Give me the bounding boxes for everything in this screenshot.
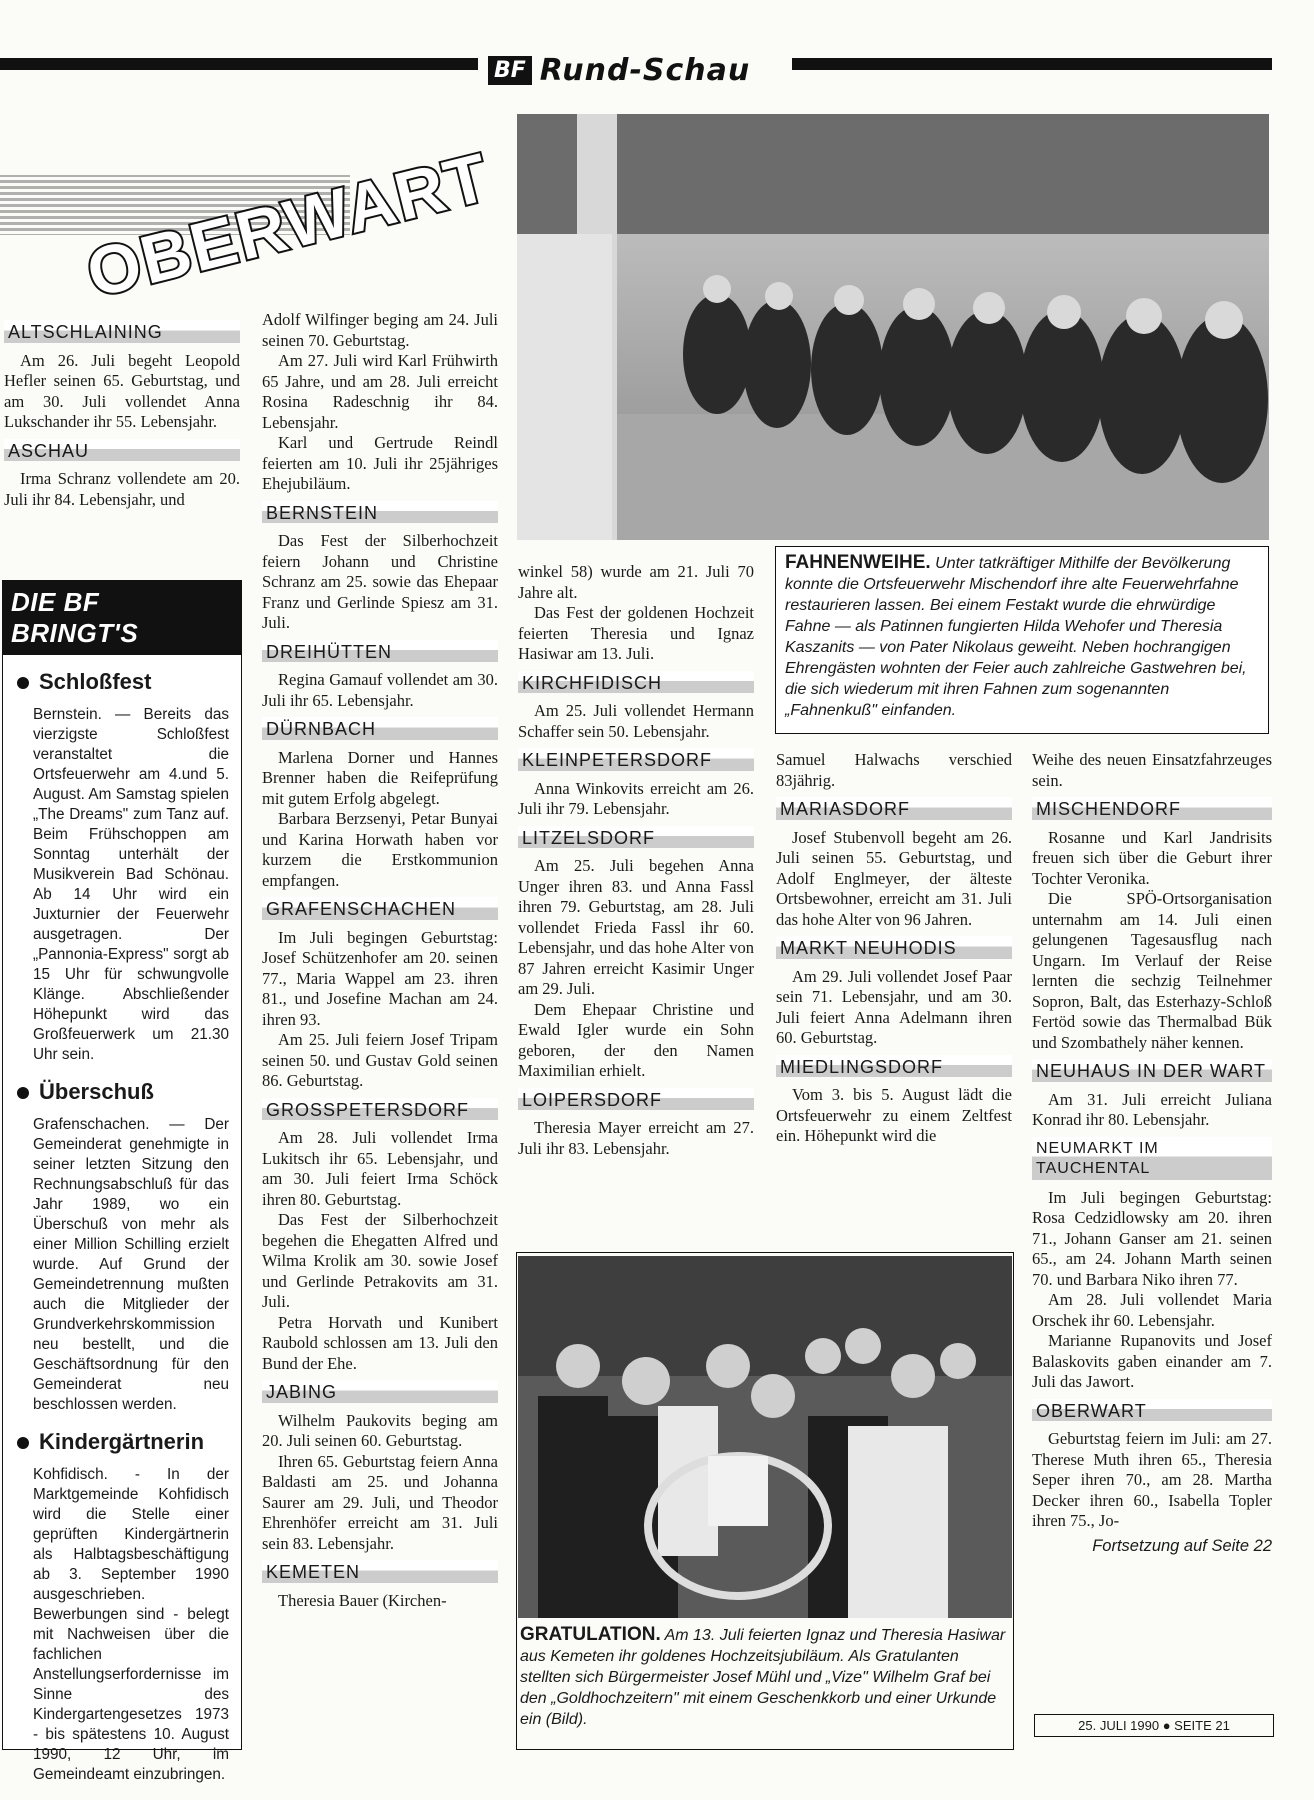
para: Die SPÖ-Ortsorganisation unternahm am 14. Juli einen gelungenen Tagesausflug nach Ungarn. Im Verlauf der Reise lernten die sechzig Teilnehmer Sopron, Balt, das Esterhazy-Schloß Fertöd sowie das Thermalbad Bük und Szombathely näher kennen.: [1032, 889, 1272, 1052]
bringts-item-text: Grafenschachen. — Der Gemeinderat genehmigte in seiner letzten Sitzung den Rechnungsabschluß für das Jahr 1989, wo ein Überschuß von mehr als einer Million Schilling erzielt wurde. Auf Grund der Gemeindetrennung mußten auch die Mitglieder der Grundverkehrskommission neu bestellt, und die Geschäftsordnung für den Gemeinderat neu beschlossen werden.: [33, 1116, 229, 1413]
brand-logo: [488, 50, 750, 90]
para: Adolf Wilfinger beging am 24. Juli seinen 70. Geburtstag.: [262, 310, 498, 350]
para: Theresia Mayer erreicht am 27. Juli ihr 83. Lebensjahr.: [518, 1118, 754, 1158]
bringts-box: [2, 580, 242, 1783]
para: Anna Winkovits erreicht am 26. Juli ihr 79. Lebensjahr.: [518, 778, 754, 818]
para: Wilhelm Paukovits beging am 20. Juli seinen 60. Geburtstag.: [262, 1410, 498, 1450]
section-head-jabing: JABING: [262, 1380, 498, 1403]
section-head-miedlingsdorf: MIEDLINGSDORF: [776, 1055, 1012, 1078]
para: Am 28. Juli vollendet Maria Orschek ihr 60. Lebensjahr.: [1032, 1290, 1272, 1330]
caption-title: FAHNENWEIHE.: [785, 552, 931, 573]
header-rule-left: [0, 58, 478, 70]
section-head-dreihuetten: DREIHÜTTEN: [262, 640, 498, 663]
para: Josef Stubenvoll begeht am 26. Juli seinen 55. Geburtstag, und Adolf Englmeyer, der älteste Ortsbewohner, erreicht am 31. Juli das hohe Alter von 96 Jahren.: [776, 827, 1012, 929]
header-rule-right: [792, 58, 1272, 70]
section-head-duernbach: DÜRNBACH: [262, 717, 498, 740]
caption-title: GRATULATION.: [520, 1624, 661, 1645]
para: Regina Gamauf vollendet am 30. Juli ihr 65. Lebensjahr.: [262, 670, 498, 710]
section-head-neumarkt: NEUMARKT IM TAUCHENTAL: [1032, 1137, 1272, 1180]
section-head-mariasdorf: MARIASDORF: [776, 797, 1012, 820]
bringts-item-text: Kohfidisch. - In der Marktgemeinde Kohfidisch wird die Stelle einer geprüften Kindergärtnerin als Halbtagsbeschäftigung ab 3. September 1990 ausgeschrieben. Bewerbungen sind - belegt mit Nachweisen über die fachlichen Anstellungserfordernisse im Sinne des Kindergartengesetzes 1973 - bis spätestens 10. August 1990, 12 Uhr, im Gemeindeamt einzubringen.: [33, 1466, 229, 1783]
para: Geburtstag feiern im Juli: am 27. Therese Muth ihren 65., Theresia Seper ihren 70., am 28. Martha Decker ihren 60., Isabella Topler ihren 75., Jo-: [1032, 1429, 1272, 1530]
para: Am 29. Juli vollendet Josef Paar sein 71. Lebensjahr, und am 30. Juli feiert Anna Adelmann ihren 60. Geburtstag.: [776, 966, 1012, 1047]
bullet-icon: [17, 1437, 29, 1449]
bullet-icon: [17, 1087, 29, 1099]
section-head-grafenschachen: GRAFENSCHACHEN: [262, 897, 498, 920]
section-head-bernstein: BERNSTEIN: [262, 501, 498, 524]
section-head-mischendorf: MISCHENDORF: [1032, 797, 1272, 820]
photo-fahnenweihe-caption: [785, 552, 1257, 721]
para: Karl und Gertrude Reindl feierten am 10. Juli ihr 25jähriges Ehejubiläum.: [262, 433, 498, 493]
para: Im Juli begingen Geburtstag: Josef Schützenhofer am 20. seinen 77., Maria Wappel am 23. ihren 81., und Josefine Machan am 24. ihren 93.: [262, 927, 498, 1029]
column-2: [262, 310, 498, 1611]
bringts-item-text: Bernstein. — Bereits das vierzigste Schloßfest veranstaltet die Ortsfeuerwehr am 4.und 5. August. Am Samstag spielen „The Dreams" zum Tanz auf. Beim Frühschoppen am Sonntag unterhält der Musikverein Bad Schönau. Ab 14 Uhr wird ein Juxturnier der Feuerwehr ausgetragen. Der „Pannonia-Express" sorgt ab 15 Uhr für schwungvolle Klänge. Abschließender Höhepunkt wird das Großfeuerwerk um 21.30 Uhr sein.: [33, 706, 229, 1063]
section-title: OBERWART: [79, 138, 498, 313]
section-head-kemeten: KEMETEN: [262, 1560, 498, 1583]
section-head-oberwart: OBERWART: [1032, 1399, 1272, 1422]
caption-text: Am 13. Juli feierten Ignaz und Theresia Hasiwar aus Kemeten ihr goldenes Hochzeitsjubiläum. Als Gratulanten stellten sich Bürgermeister Josef Mühl und „Vize" Wilhelm Graf bei den „Goldhochzeitern" mit einem Geschenkkorb und einer Urkunde ein (Bild).: [520, 1627, 1006, 1728]
para: Petra Horvath und Kunibert Raubold schlossen am 13. Juli den Bund der Ehe.: [262, 1312, 498, 1373]
para: Am 25. Juli feiern Josef Tripam seinen 50. und Gustav Gold seinen 86. Geburtstag.: [262, 1030, 498, 1090]
section-head-grosspetersdorf: GROSSPETERSDORF: [262, 1098, 498, 1121]
bullet-icon: [17, 677, 29, 689]
column-5: [1032, 750, 1272, 1556]
para: Am 28. Juli vollendet Irma Lukitsch ihr 65. Lebensjahr, und am 30. Juli feiert Irma Schöck ihren 80. Geburtstag.: [262, 1128, 498, 1209]
para: Das Fest der Silberhochzeit feiern Johann und Christine Schranz am 25. sowie das Ehepaar Franz und Gerlinde Spiesz am 31. Juli.: [262, 531, 498, 632]
section-head-neuhaus: NEUHAUS IN DER WART: [1032, 1059, 1272, 1082]
photo-fahnenweihe: [517, 114, 1269, 540]
para: Am 25. Juli begehen Anna Unger ihren 83. und Anna Fassl ihren 79. Geburtstag, am 28. Juli vollendet Frieda Fassl ihr 60. Lebensjahr, und das hohe Alter von 87 Jahren erreicht Kasimir Unger am 29. Juli.: [518, 856, 754, 998]
photo-fahnenweihe-graphic: [517, 114, 1269, 540]
section-head-aschau: ASCHAU: [4, 439, 240, 462]
para: Das Fest der Silberhochzeit begehen die Ehegatten Alfred und Wilma Krolik am 30. sowie Josef und Gerlinde Petrakovits am 31. Juli.: [262, 1210, 498, 1311]
section-title-graphic: [70, 120, 498, 313]
para: Vom 3. bis 5. August lädt die Ortsfeuerwehr zu einem Zeltfest ein. Höhepunkt wird die: [776, 1085, 1012, 1145]
para: Dem Ehepaar Christine und Ewald Igler wurde ein Sohn geboren, der den Namen Maximilian erhielt.: [518, 999, 754, 1080]
column-1: [4, 314, 240, 510]
para: Im Juli begingen Geburtstag: Rosa Cedzidlowsky am 20. ihren 71., Johann Ganser am 21. seinen 65., am 24. Johann Marth seinen 70. und Barbara Niko ihren 77.: [1032, 1187, 1272, 1289]
section-head-kleinpetersdorf: KLEINPETERSDORF: [518, 748, 754, 771]
para: Samuel Halwachs verschied 83jährig.: [776, 750, 1012, 790]
para: Rosanne und Karl Jandrisits freuen sich über die Geburt ihrer Tochter Veronika.: [1032, 827, 1272, 888]
caption-text: Unter tatkräftiger Mithilfe der Bevölkerung konnte die Ortsfeuerwehr Mischendorf ihre alte Feuerwehrfahne restaurieren lassen. Bei einem Festakt wurde die ehrwürdige Fahne — als Patinnen fungierten Hilda Wehofer und Theresia Kaszanits — von Pater Nikolaus geweiht. Neben hochrangigen Ehrengästen wohnten der Feier auch zahlreiche Gastwehren bei, die sich wiederum mit ihren Fahnen zum sogenannten „Fahnenkuß" einfanden.: [785, 555, 1247, 719]
brand-name: Rund-Schau: [539, 52, 751, 88]
bringts-item-title: Überschuß: [17, 1079, 241, 1105]
column-3: [518, 562, 754, 1159]
para: Am 25. Juli vollendet Hermann Schaffer sein 50. Lebensjahr.: [518, 701, 754, 741]
gratulation-border: [516, 1252, 1014, 1750]
para: Das Fest der goldenen Hochzeit feierten Theresia und Ignaz Hasiwar am 13. Juli.: [518, 603, 754, 663]
bringts-item-title: Kindergärtnerin: [17, 1429, 241, 1455]
section-head-markt-neuhodis: MARKT NEUHODIS: [776, 936, 1012, 959]
section-head-altschlaining: ALTSCHLAINING: [4, 320, 240, 343]
brand-bf: BF: [488, 56, 532, 85]
column-4: [776, 750, 1012, 1147]
para: Marlena Dorner und Hannes Brenner haben die Reifeprüfung mit gutem Erfolg abgelegt.: [262, 747, 498, 808]
footer-date-page: 25. JULI 1990 ● SEITE 21: [1034, 1714, 1274, 1737]
para: Weihe des neuen Einsatzfahrzeuges sein.: [1032, 750, 1272, 790]
para: Barbara Berzsenyi, Petar Bunyai und Karina Horwath haben vor kurzem die Erstkommunion empfangen.: [262, 809, 498, 890]
bringts-item-title: Schloßfest: [17, 669, 241, 695]
continued-note: Fortsetzung auf Seite 22: [1092, 1536, 1272, 1555]
para: Am 31. Juli erreicht Juliana Konrad ihr 80. Lebensjahr.: [1032, 1089, 1272, 1129]
section-head-kirchfidisch: KIRCHFIDISCH: [518, 671, 754, 694]
para: Am 27. Juli wird Karl Frühwirth 65 Jahre, und am 28. Juli erreicht Rosina Radeschnig ihr 84. Lebensjahr.: [262, 351, 498, 432]
para: Ihren 65. Geburtstag feiern Anna Baldasti am 25. und Johanna Saurer am 29. Juli, und Theodor Ehrenhöfer erreicht am 31. Juli sein 83. Lebensjahr.: [262, 1451, 498, 1553]
section-head-litzelsdorf: LITZELSDORF: [518, 826, 754, 849]
para: Theresia Bauer (Kirchen-: [278, 1590, 447, 1610]
section-head-loipersdorf: LOIPERSDORF: [518, 1088, 754, 1111]
para: Marianne Rupanovits und Josef Balaskovits gaben einander am 7. Juli das Jawort.: [1032, 1331, 1272, 1391]
section-text: Am 26. Juli begeht Leopold Hefler seinen 65. Geburtstag, und am 30. Juli vollendet Anna Lukschander ihr 55. Lebensjahr.: [4, 350, 240, 431]
para: winkel 58) wurde am 21. Juli 70 Jahre alt.: [518, 562, 754, 602]
section-text: Irma Schranz vollendete am 20. Juli ihr 84. Lebensjahr, und: [4, 469, 240, 509]
bringts-title: DIE BF BRINGT'S: [3, 581, 241, 655]
